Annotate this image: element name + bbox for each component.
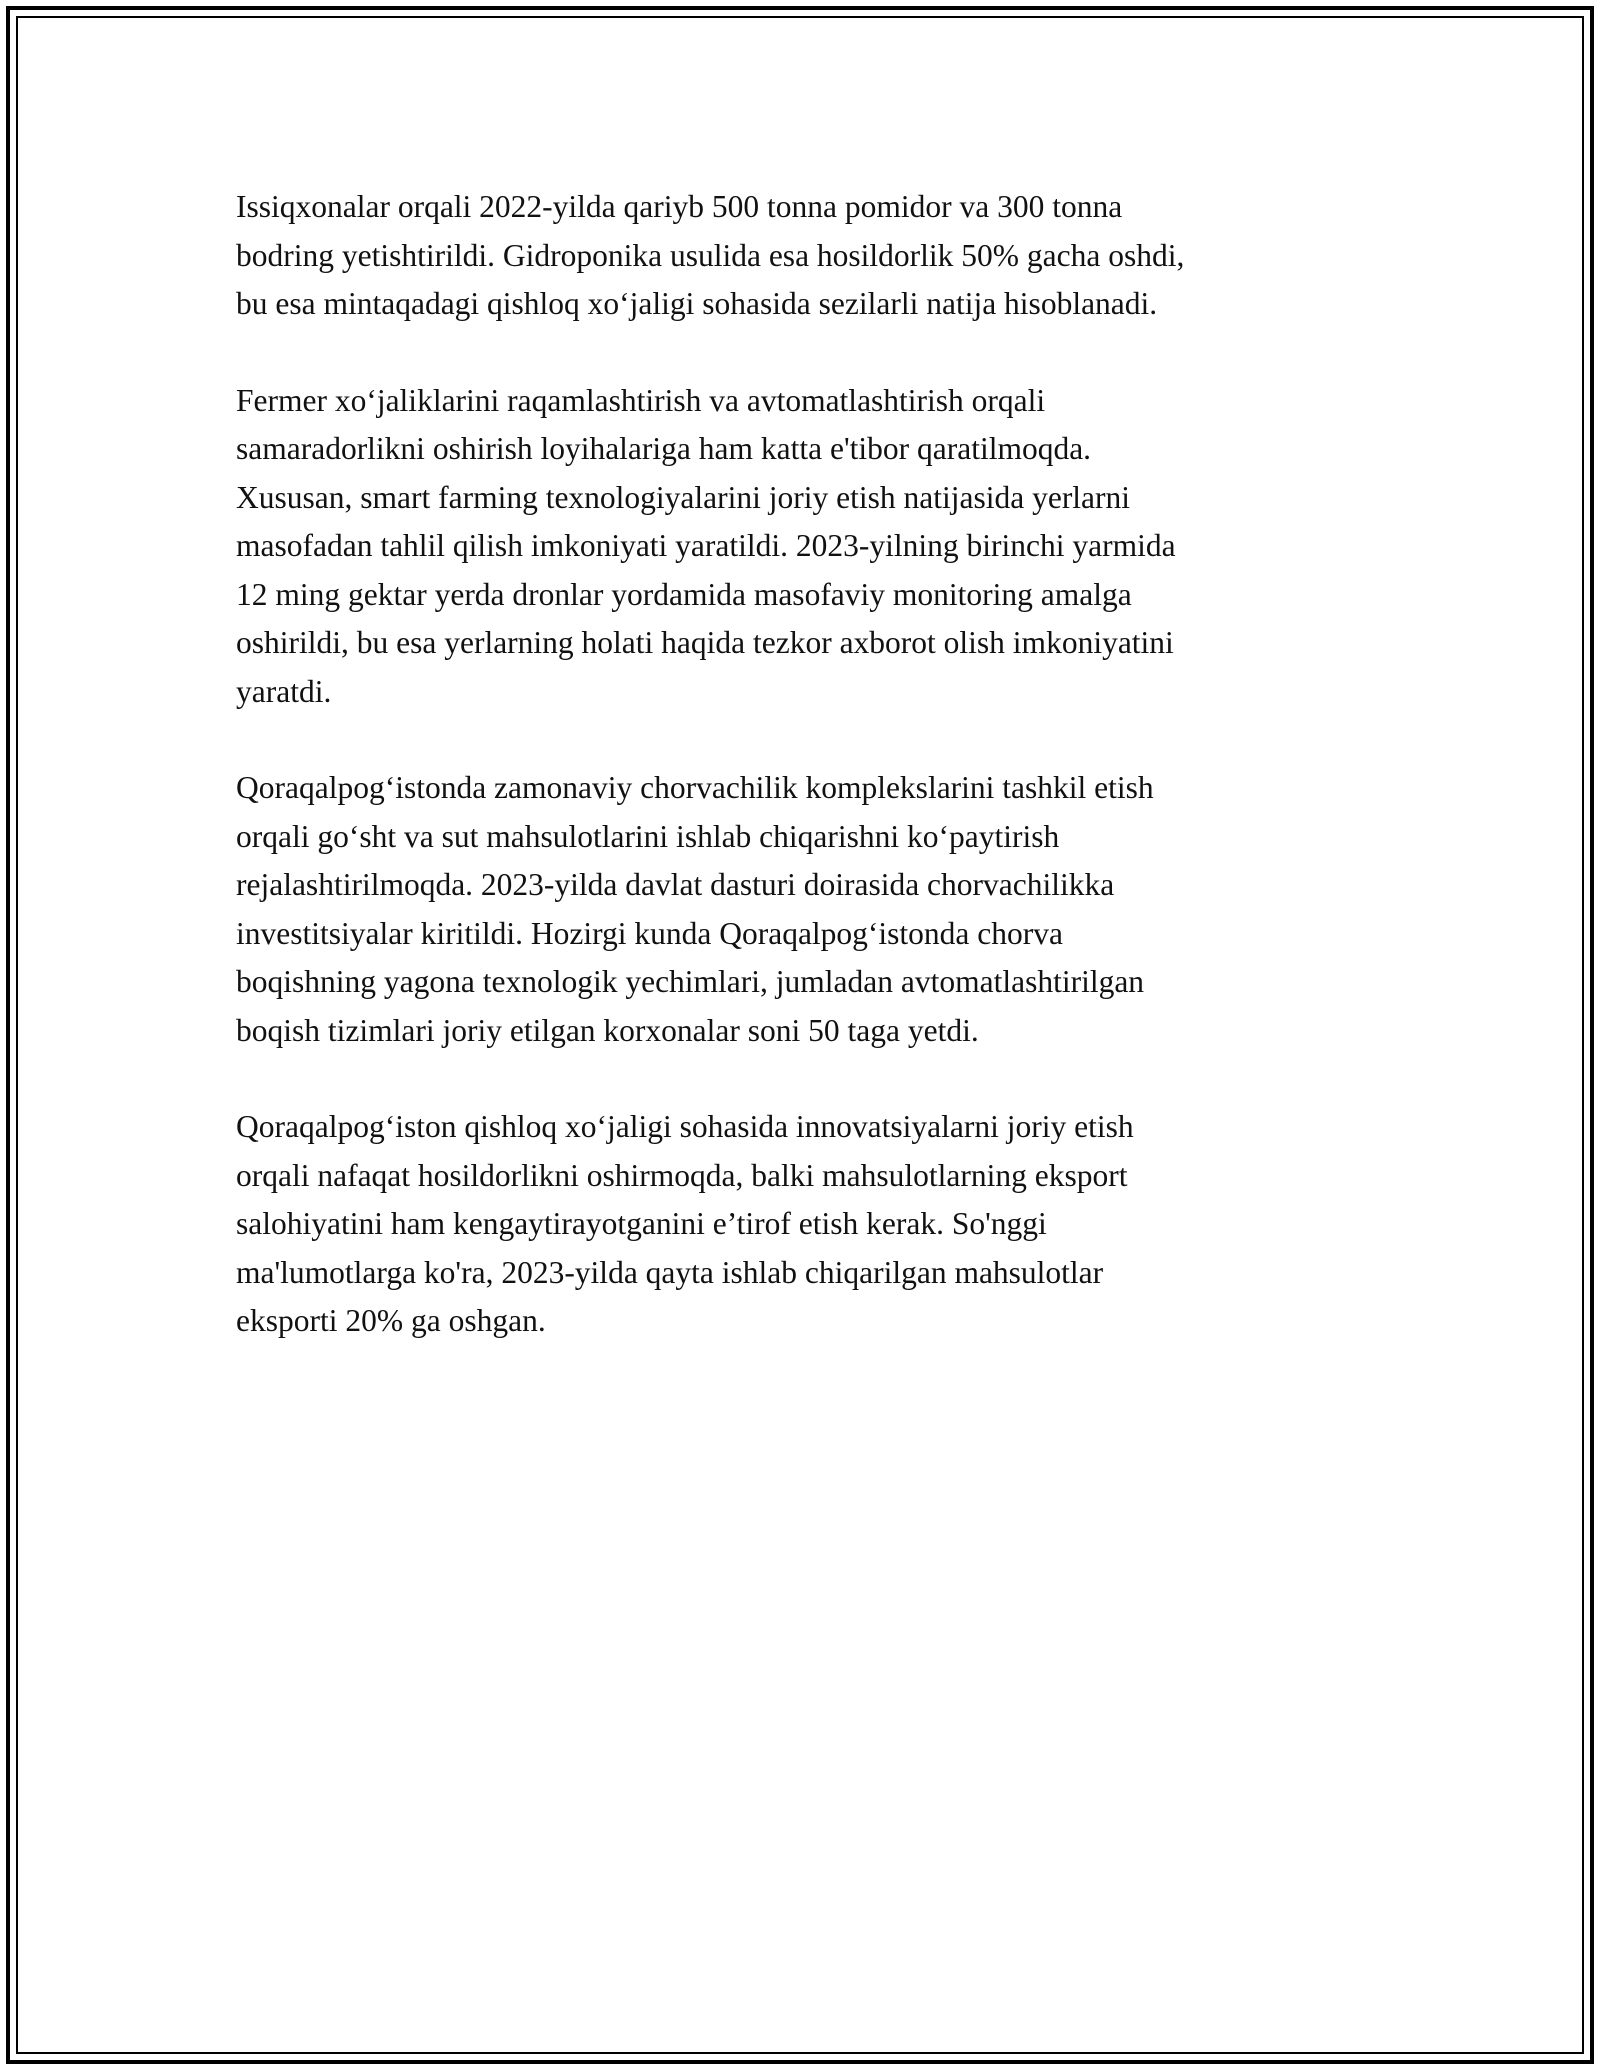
paragraph-livestock-complexes: Qoraqalpogʻistonda zamonaviy chorvachilik komplekslarini tashkil etish orqali goʻsht va sut mahsulotlarini ishlab chiqarishni koʻpaytirish rejalashtirilmoqda. 2023-yilda davlat dasturi doirasida chorvachilikka investitsiyalar kiritildi. Hozirgi kunda Qoraqalpogʻistonda chorva boqishning yagona texnologik yechimlari, jumladan avtomatlashtirilgan boqish tizimlari joriy etilgan korxonalar soni 50 taga yetdi. bbox=[236, 770, 1154, 1048]
paragraph-export-growth: Qoraqalpogʻiston qishloq xoʻjaligi sohasida innovatsiyalarni joriy etish orqali nafaqat hosildorlikni oshirmoqda, balki mahsulotlarning eksport salohiyatini ham kengaytirayotganini e’tirof etish kerak. So'nggi ma'lumotlarga ko'ra, 2023-yilda qayta ishlab chiqarilgan mahsulotlar eksporti 20% ga oshgan. bbox=[236, 1109, 1134, 1338]
paragraph-greenhouse-yield: Issiqxonalar orqali 2022-yilda qariyb 500 tonna pomidor va 300 tonna bodring yetishtirildi. Gidroponika usulida esa hosildorlik 50% gacha oshdi, bu esa mintaqadagi qishloq xoʻjaligi sohasida sezilarli natija hisoblanadi. bbox=[236, 189, 1185, 321]
paragraph-digital-farming: Fermer xoʻjaliklarini raqamlashtirish va avtomatlashtirish orqali samaradorlikni oshirish loyihalariga ham katta e'tibor qaratilmoqda. Xususan, smart farming texnologiyalarini joriy etish natijasida yerlarni masofadan tahlil qilish imkoniyati yaratildi. 2023-yilning birinchi yarmida 12 ming gektar yerda dronlar yordamida masofaviy monitoring amalga oshirildi, bu esa yerlarning holati haqida tezkor axborot olish imkoniyatini yaratdi. bbox=[236, 382, 1176, 709]
document-body bbox=[236, 183, 1366, 1394]
